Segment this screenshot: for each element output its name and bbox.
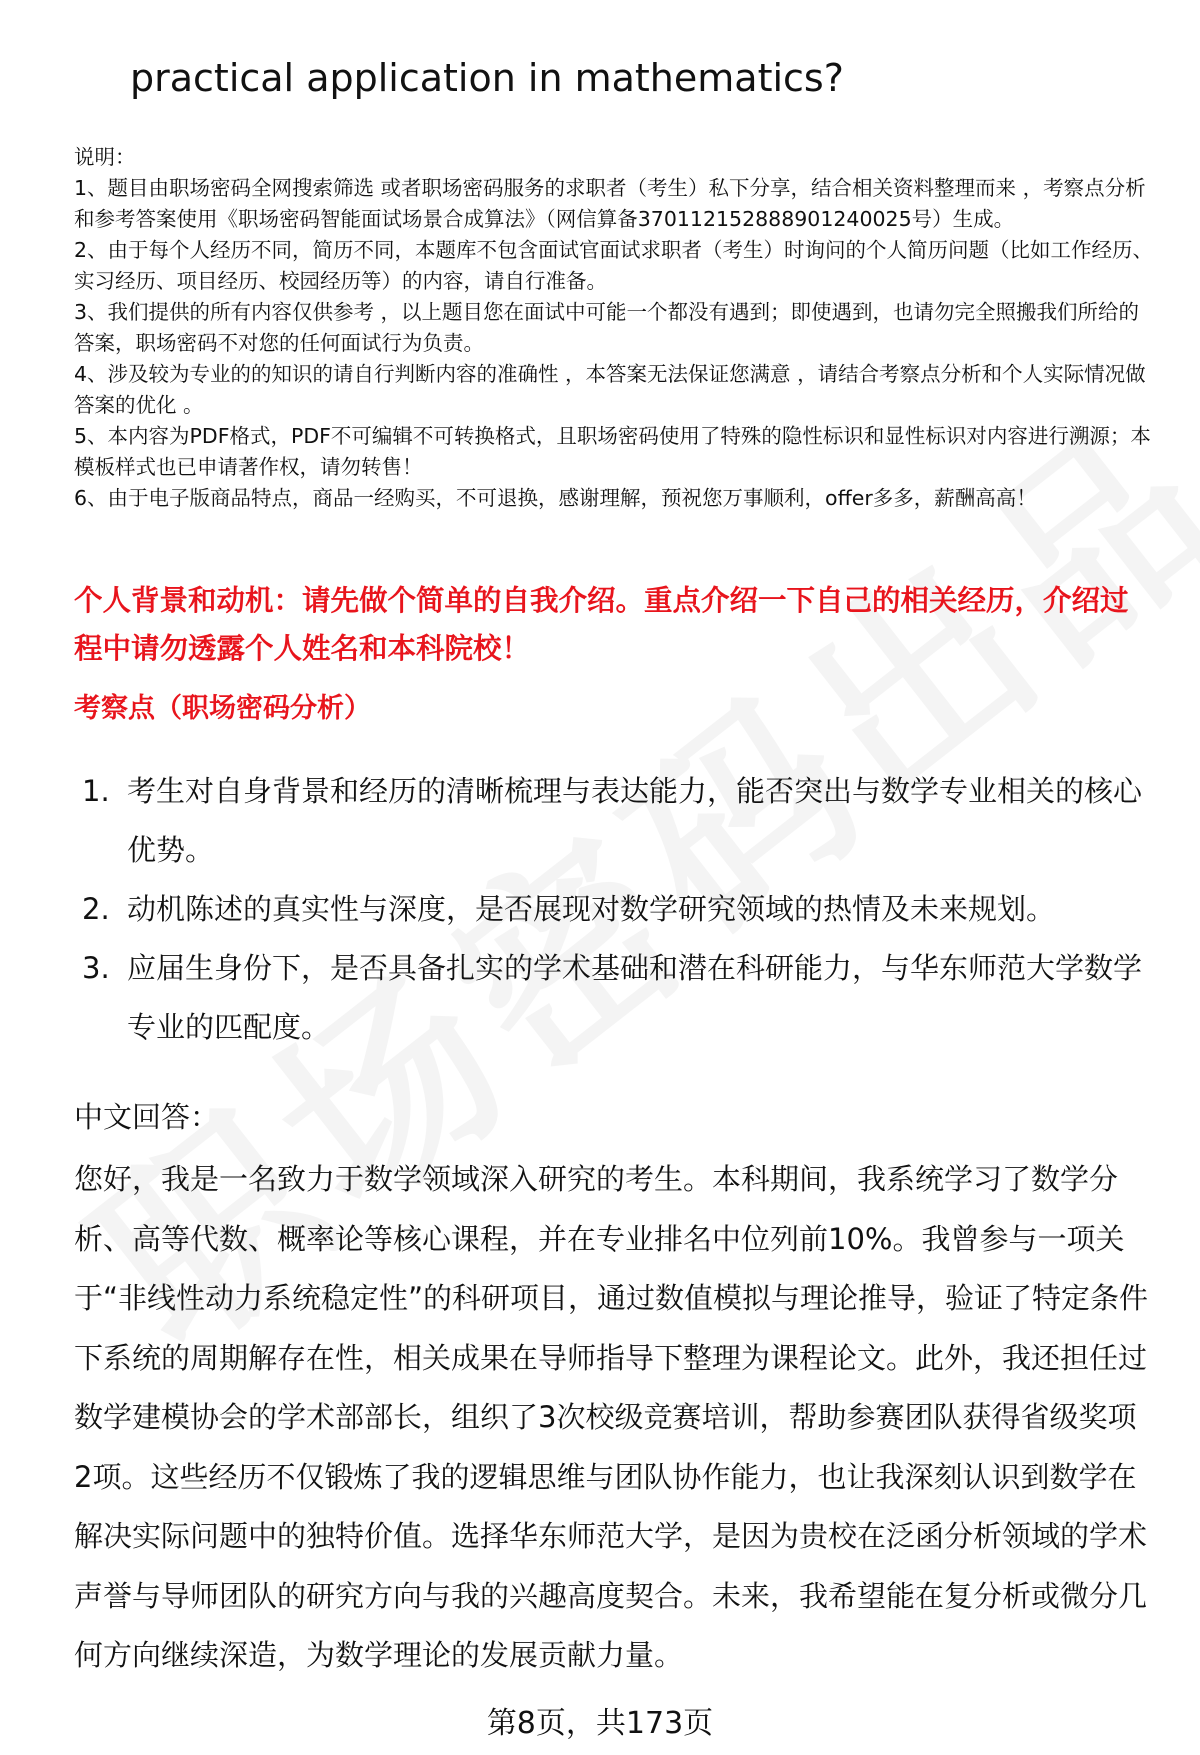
note-item: 2、由于每个人经历不同，简历不同，本题库不包含面试官面试求职者（考生）时询问的个人简历问题（比如工作经历、实习经历、项目经历、校园经历等）的内容，请自行准备。 [74,238,1154,293]
point-text: 考生对自身背景和经历的清晰梳理与表达能力，能否突出与数学专业相关的核心优势。 [127,774,1143,867]
analysis-point [82,762,1152,880]
answer-label: 中文回答： [74,1100,220,1134]
analysis-point [82,939,1152,1057]
analysis-heading: 考察点（职场密码分析） [74,693,371,724]
point-text: 动机陈述的真实性与深度，是否展现对数学研究领域的热情及未来规划。 [127,892,1056,926]
note-item: 5、本内容为PDF格式，PDF不可编辑不可转换格式，且职场密码使用了特殊的隐性标识和显性标识对内容进行溯源；本模板样式也已申请著作权，请勿转售！ [74,424,1151,479]
notes-section [74,142,1154,514]
point-text: 应届生身份下，是否具备扎实的学术基础和潜在科研能力，与华东师范大学数学专业的匹配度。 [127,951,1143,1044]
note-item: 4、涉及较为专业的的知识的请自行判断内容的准确性 ，本答案无法保证您满意 ，请结合考察点分析和个人实际情况做答案的优化 。 [74,362,1146,417]
question-heading: 个人背景和动机：请先做个简单的自我介绍。重点介绍一下自己的相关经历，介绍过程中请勿透露个人姓名和本科院校！ [74,584,1129,665]
analysis-points [82,762,1152,1057]
note-item: 6、由于电子版商品特点，商品一经购买，不可退换，感谢理解，预祝您万事顺利，offer多多，薪酬高高！ [74,486,1037,510]
answer-text: 您好，我是一名致力于数学领域深入研究的考生。本科期间，我系统学习了数学分析、高等代数、概率论等核心课程，并在专业排名中位列前10%。我曾参与一项关于“非线性动力系统稳定性”的科研项目，通过数值模拟与理论推导，验证了特定条件下系统的周期解存在性，相关成果在导师指导下整理为课程论文。此外，我还担任过数学建模协会的学术部部长，组织了3次校级竞赛培训，帮助参赛团队获得省级奖项2项。这些经历不仅锻炼了我的逻辑思维与团队协作能力，也让我深刻认识到数学在解决实际问题中的独特价值。选择华东师范大学，是因为贵校在泛函分析领域的学术声誉与导师团队的研究方向与我的兴趣高度契合。未来，我希望能在复分析或微分几何方向继续深造，为数学理论的发展贡献力量。 [74,1162,1149,1672]
question-fragment: practical application in mathematics? [130,56,844,100]
point-number: 3. [82,951,110,985]
note-item: 3、我们提供的所有内容仅供参考 ，以上题目您在面试中可能一个都没有遇到；即使遇到，也请勿完全照搬我们所给的答案，职场密码不对您的任何面试行为负责。 [74,300,1140,355]
analysis-point [82,880,1152,939]
page-number: 第8页，共173页 [486,1706,714,1741]
note-item: 1、题目由职场密码全网搜索筛选 或者职场密码服务的求职者（考生）私下分享，结合相关资料整理而来 ，考察点分析和参考答案使用《职场密码智能面试场景合成算法》（网信算备370112152888901240025号）生成。 [74,176,1146,231]
point-number: 1. [82,774,110,808]
point-number: 2. [82,892,110,926]
notes-title: 说明： [74,145,136,169]
